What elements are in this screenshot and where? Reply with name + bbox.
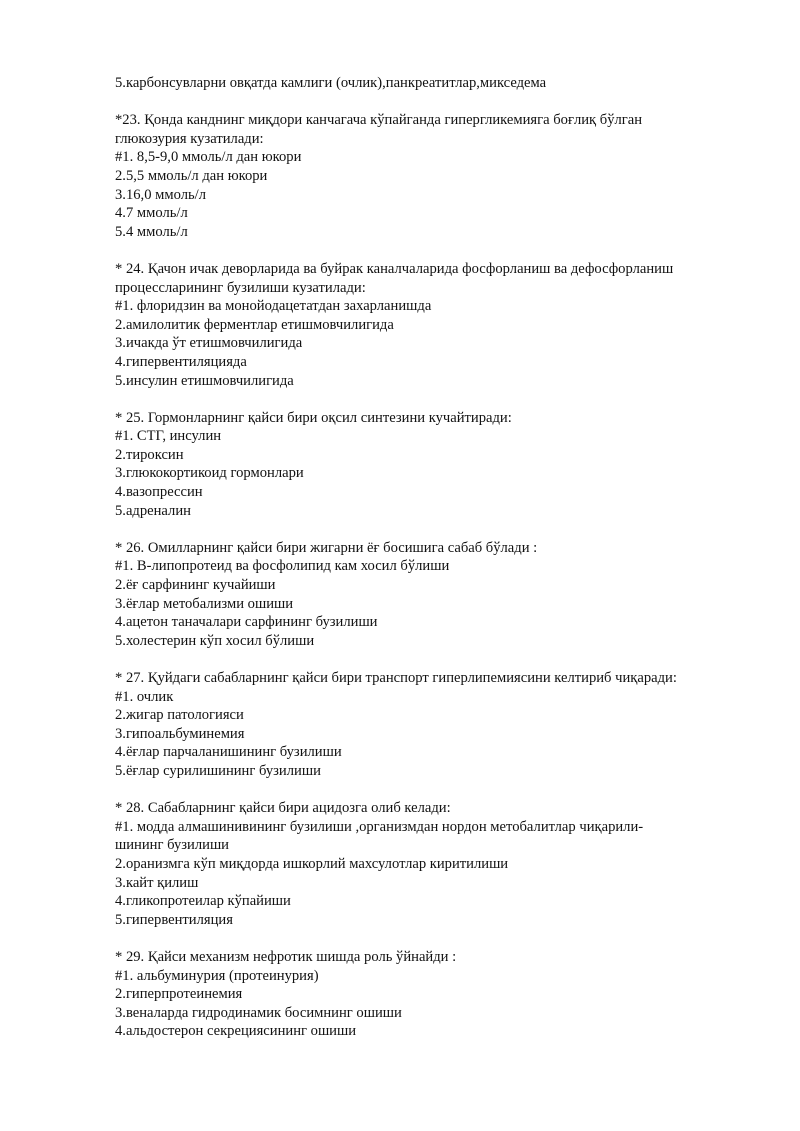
- question-text: * 25. Гормонларнинг қайси бири оқсил синтезини кучайтиради:: [115, 409, 512, 426]
- answer-option: #1. 8,5-9,0 ммоль/л дан юкори: [115, 149, 302, 166]
- document-page: [115, 74, 755, 1041]
- answer-option: #1. модда алмашинивининг бузилиши ,организмдан нордон метобалитлар чиқарили-: [115, 818, 644, 835]
- answer-option: 5.гипервентиляция: [115, 911, 233, 928]
- answer-option: #1. альбуминурия (протеинурия): [115, 967, 319, 984]
- answer-option: 4.альдостерон секрециясининг ошиши: [115, 1023, 357, 1040]
- question-27: [115, 669, 755, 781]
- question-text: * 26. Омилларнинг қайси бири жигарни ёғ босишига сабаб бўлади :: [115, 539, 538, 556]
- answer-option: 2.5,5 ммоль/л дан юкори: [115, 167, 268, 184]
- answer-option: #1. очлик: [115, 688, 174, 705]
- answer-option: 2.жигар патологияси: [115, 707, 244, 724]
- answer-option: 4.гликопротеилар кўпайиши: [115, 893, 291, 910]
- answer-option: 5.4 ммоль/л: [115, 223, 188, 240]
- answer-option: 2.оранизмга кўп миқдорда ишкорлий махсулотлар киритилиши: [115, 855, 509, 872]
- answer-option: 2.гиперпротеинемия: [115, 986, 243, 1003]
- question-23: [115, 111, 755, 241]
- answer-option-continuation: шининг бузилиши: [115, 837, 229, 854]
- answer-option: 3.веналарда гидродинамик босимнинг ошиши: [115, 1004, 402, 1021]
- answer-option: 5.адреналин: [115, 502, 191, 519]
- answer-option: 4.ацетон таначалари сарфининг бузилиши: [115, 614, 378, 631]
- answer-option: 5.инсулин етишмовчилигида: [115, 372, 294, 389]
- question-text: глюкозурия кузатилади:: [115, 130, 264, 147]
- question-24: [115, 260, 755, 390]
- answer-option: 4.вазопрессин: [115, 484, 203, 501]
- answer-option: 5.карбонсувларни овқатда камлиги (очлик),панкреатитлар,микседема: [115, 75, 547, 91]
- question-text: * 24. Қачон ичак деворларида ва буйрак каналчаларида фосфорланиш ва дефосфорланиш: [115, 260, 674, 277]
- answer-option: 2.амилолитик ферментлар етишмовчилигида: [115, 316, 394, 333]
- answer-option: 4.гипервентиляцияда: [115, 353, 247, 370]
- question-28: [115, 799, 755, 929]
- answer-option: 3.ичакда ўт етишмовчилигида: [115, 335, 303, 352]
- question-text: *23. Қонда канднинг миқдори канчагача кўпайганда гипергликемияга боғлиқ бўлган: [115, 112, 643, 129]
- question-text: * 29. Қайси механизм нефротик шишда роль ўйнайди :: [115, 948, 457, 965]
- answer-option: 3.кайт қилиш: [115, 874, 199, 891]
- answer-option: 3.глюкокортикоид гормонлари: [115, 465, 304, 482]
- answer-option: 2.тироксин: [115, 446, 184, 463]
- answer-option: 5.ёғлар сурилишининг бузилиши: [115, 762, 321, 779]
- answer-option: #1. В-липопротеид ва фосфолипид кам хосил бўлиши: [115, 558, 450, 575]
- answer-option: 3.гипоальбуминемия: [115, 725, 245, 742]
- question-29: [115, 948, 755, 1041]
- answer-option: #1. СТГ, инсулин: [115, 428, 222, 445]
- question-25: [115, 409, 755, 521]
- question-text: * 27. Қуйдаги сабабларнинг қайси бири транспорт гиперлипемиясини келтириб чиқаради:: [115, 670, 677, 686]
- answer-option: 2.ёғ сарфининг кучайиши: [115, 577, 276, 594]
- question-26: [115, 539, 755, 651]
- answer-option: 3.16,0 ммоль/л: [115, 186, 206, 203]
- question-text: процессларининг бузилиши кузатилади:: [115, 279, 366, 296]
- answer-option: 4.ёғлар парчаланишининг бузилиши: [115, 744, 342, 761]
- question-text: * 28. Сабабларнинг қайси бири ацидозга олиб келади:: [115, 800, 451, 817]
- answer-option: 3.ёғлар метобализми ошиши: [115, 595, 294, 612]
- answer-option: 5.холестерин кўп хосил бўлиши: [115, 632, 315, 649]
- answer-option: 4.7 ммоль/л: [115, 205, 188, 222]
- answer-option: #1. флоридзин ва монойодацетатдан захарланишда: [115, 298, 432, 315]
